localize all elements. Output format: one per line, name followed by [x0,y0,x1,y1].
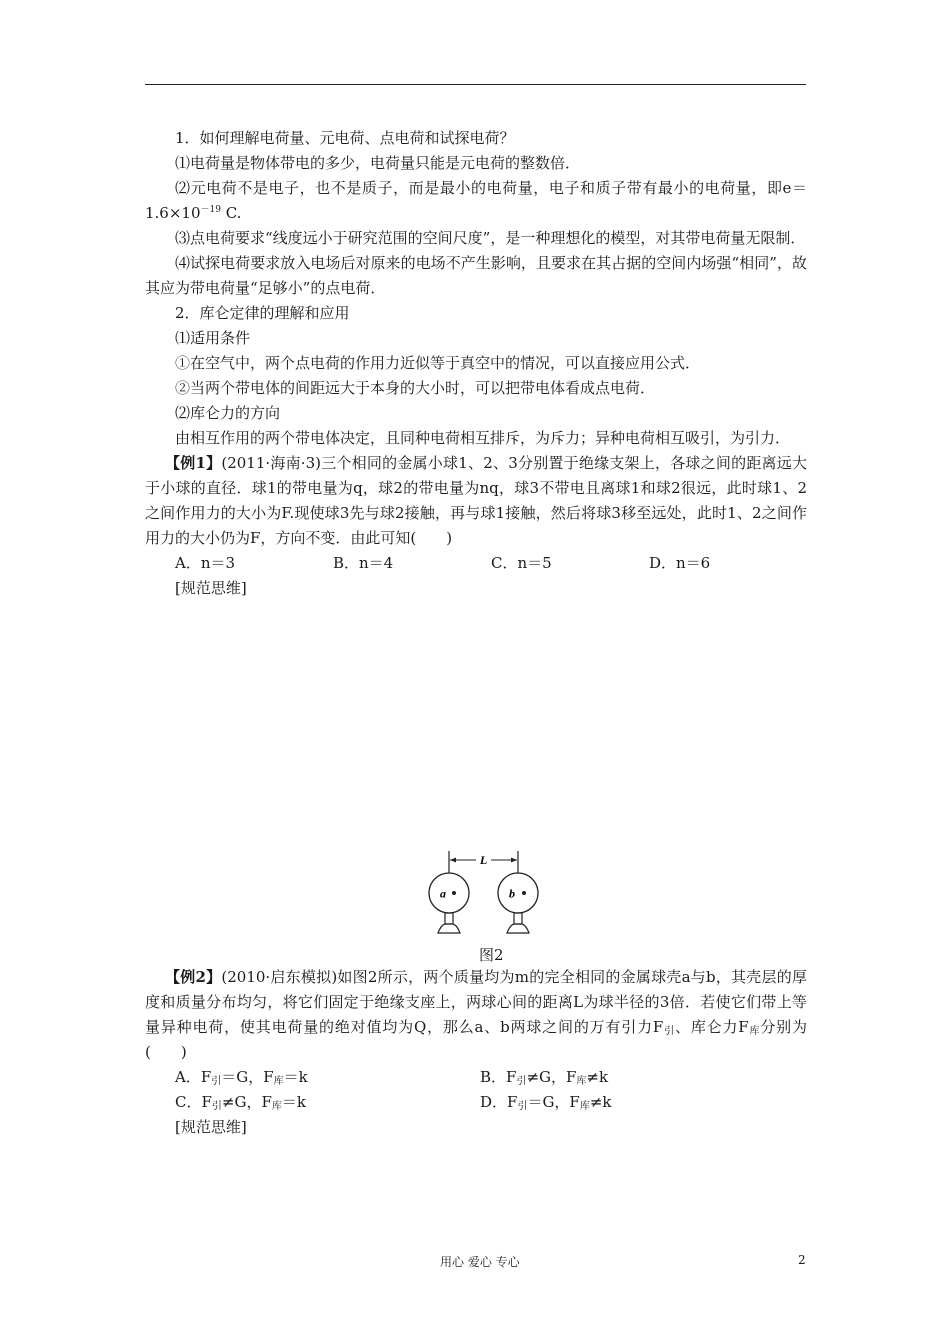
section1-point3: ⑶点电荷要求“线度远小于研究范围的空间尺度”，是一种理想化的模型，对其带电荷量无限制． [175,229,806,247]
section2-sub2: ⑵库仑力的方向 [175,404,281,422]
example2-option-a: A．$F_引=G$，$F_库=k$ [175,1068,308,1087]
example2-option-c: C．$F_引\ne G$，$F_库=k$ [175,1093,306,1112]
header-rule [145,84,806,85]
figure-2 [145,851,807,965]
example2-text-b: 、库仑力F [675,1018,749,1036]
point2-exponent: －19 [200,205,221,215]
figure-caption: 图2 [479,946,504,964]
section2-direction: 由相互作用的两个带电体决定，且同种电荷相互排斥，为斥力；异种电荷相互吸引，为引力． [175,429,791,447]
section1-point2 [145,176,807,226]
example1-text: (2011·海南·3)三个相同的金属小球1、2、3分别置于绝缘支架上，各球之间的距离远大于小球的直径．球1的带电量为q，球2的带电量为nq，球3不带电且离球1和球2很远，此时球1、2之间作用力的大小为F.现使球3先与球2接触，再与球1接触，然后将球3移至远处，此时1、2之间作用力的大小仍为F，方向不变．由此可知( ) [145,454,808,547]
example2-option-d: D．$F_引=G$，$F_库\ne k$ [480,1093,612,1112]
example1-tag: 【例1】 [165,454,222,472]
example2-option-b: B．$F_引\ne G$，$F_库\ne k$ [480,1068,609,1087]
sphere-a [429,873,469,913]
sphere-b [498,873,538,913]
example2-tag: 【例2】 [165,968,222,986]
distance-label: L [479,853,488,867]
stand-a [438,924,460,933]
section2-heading: 2．库仑定律的理解和应用 [175,304,350,322]
section2-sub1: ⑴适用条件 [175,329,251,347]
section2-item1: ①在空气中，两个点电荷的作用力近似等于真空中的情况，可以直接应用公式． [175,354,701,372]
section1-point4: ⑷试探电荷要求放入电场后对原来的电场不产生影响，且要求在其占据的空间内场强“相同”，故其应为带电荷量“足够小”的点电荷． [145,254,807,297]
example1-question [145,451,807,551]
point2-unit: C. [220,204,242,222]
stand-b [507,924,529,933]
example2-question [145,965,807,1065]
example2-options-row2 [145,1090,807,1115]
footer-slogan: 用心 爱心 专心 [440,1255,520,1269]
example1-option-a: A．n＝3 [175,554,236,572]
example2-options-row1 [145,1065,807,1090]
section1-point1: ⑴电荷量是物体带电的多少，电荷量只能是元电荷的整数倍． [175,154,581,172]
example1-option-d: D．n＝6 [649,554,711,572]
example2-think: [规范思维] [175,1118,247,1136]
example2-text-c: 分别为( ) [145,1018,808,1061]
example2-text-a: (2010·启东模拟)如图2所示，两个质量均为m的完全相同的金属球壳a与b，其壳层的厚度和质量分布均匀，将它们固定于绝缘支座上，两球心间的距离L为球半径的3倍．若使它们带上等量异种电荷，使其电荷量的绝对值均为Q，那么a、b两球之间的万有引力F [145,968,807,1036]
page-number: 2 [798,1253,806,1267]
sphere-a-label: a [440,886,446,901]
blank-space [145,601,807,845]
example1-option-c: C．n＝5 [491,554,552,572]
subscript-yin: 引 [663,1026,675,1037]
sphere-b-label: b [509,886,515,901]
example1-option-b: B．n＝4 [333,554,394,572]
section2-item2: ②当两个带电体的间距远大于本身的大小时，可以把带电体看成点电荷． [175,379,656,397]
example1-think: [规范思维] [175,579,247,597]
subscript-ku: 库 [748,1026,761,1037]
two-spheres-diagram [421,851,541,941]
section1-heading: 1．如何理解电荷量、元电荷、点电荷和试探电荷？ [175,129,515,147]
point2-text: ⑵元电荷不是电子，也不是质子，而是最小的电荷量，电子和质子带有最小的电荷量，即e＝1.6×10 [145,179,807,222]
document-body [145,126,807,1140]
example1-options [145,551,807,576]
